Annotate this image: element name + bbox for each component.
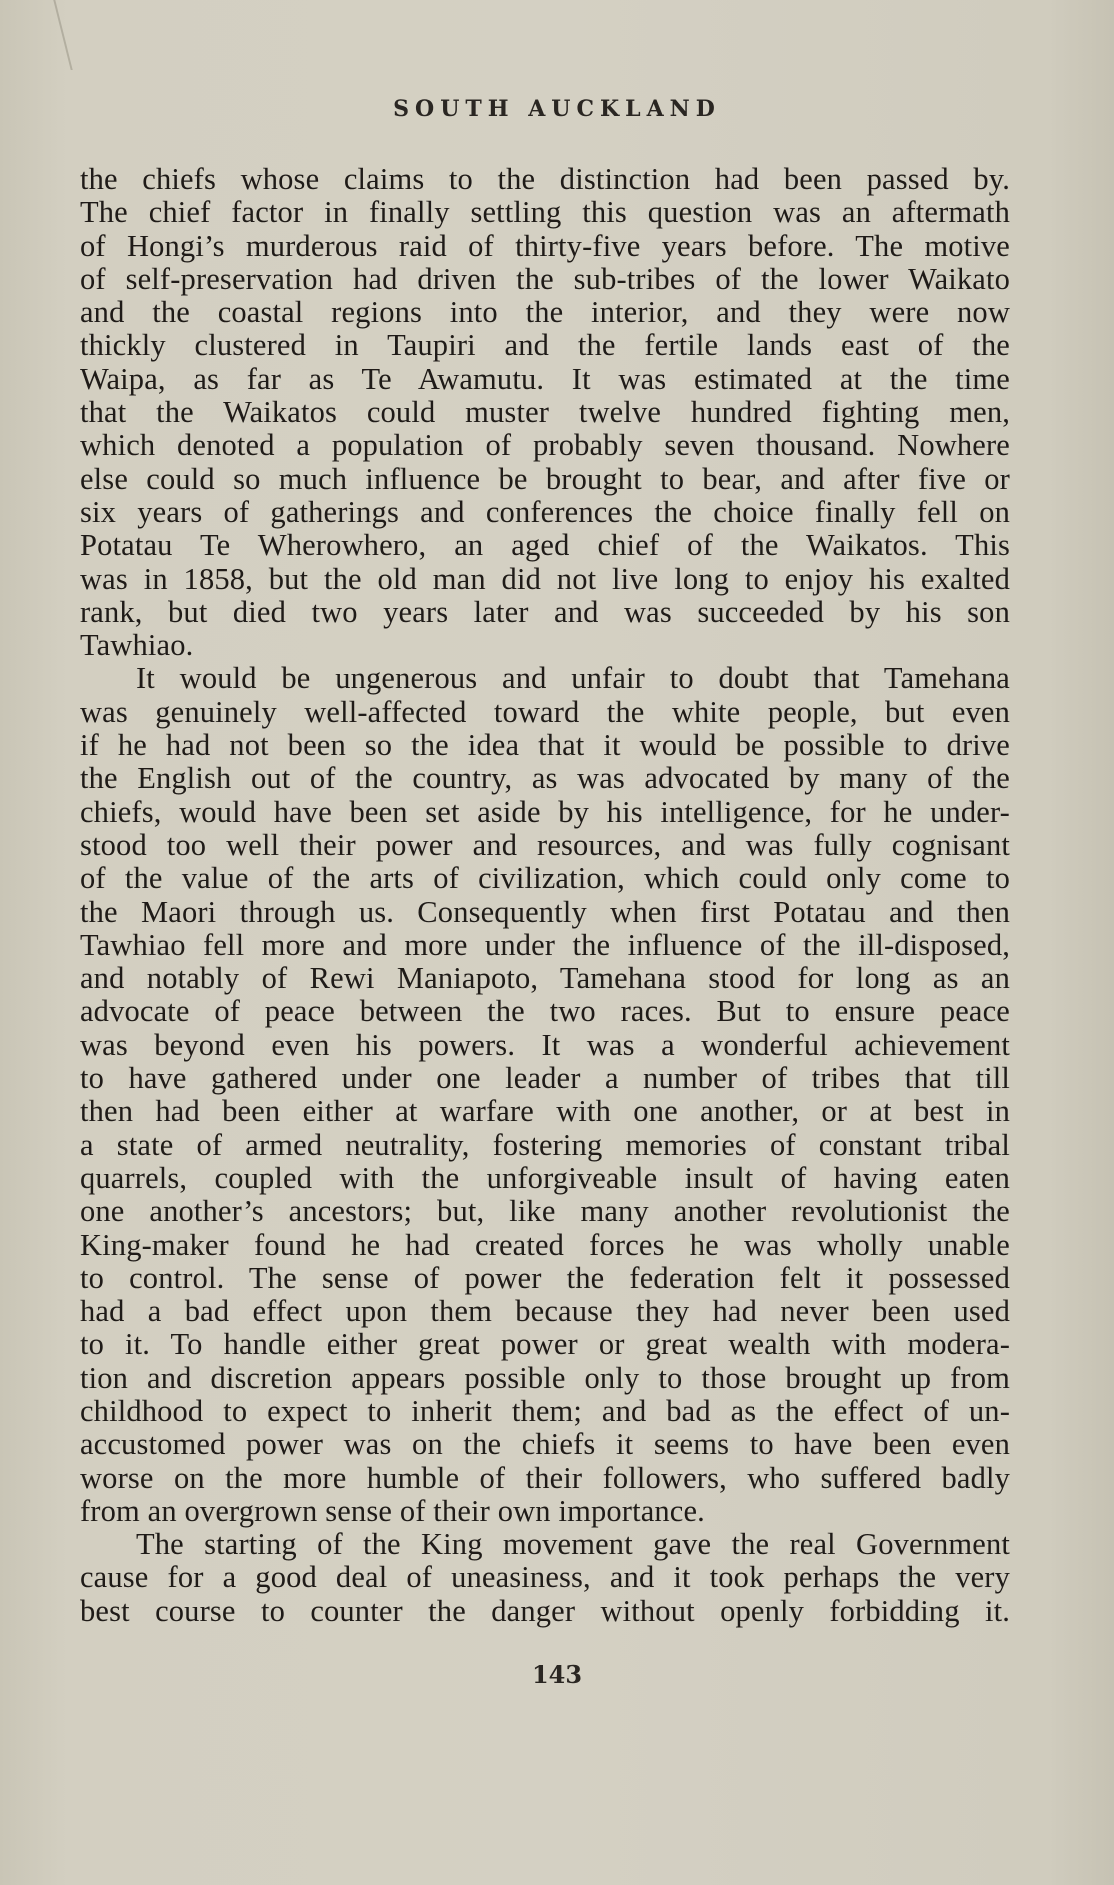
page-number: 143 xyxy=(531,1660,583,1689)
text-line: then had been either at warfare with one another, or at best in xyxy=(80,1094,1010,1129)
text-line: of Hongi’s murderous raid of thirty-five years before. The motive xyxy=(80,228,1010,263)
text-line: accustomed power was on the chiefs it seems to have been even xyxy=(80,1427,1010,1462)
text-line: the chiefs whose claims to the distinction had been passed by. xyxy=(80,162,1010,196)
text-line: of the value of the arts of civilization, which could only come to xyxy=(80,861,1010,896)
text-line: advocate of peace between the two races. But to ensure peace xyxy=(80,994,1010,1029)
text-line: and the coastal regions into the interior, and they were now xyxy=(80,295,1010,330)
text-line: else could so much influence be brought to bear, and after five or xyxy=(80,461,1010,496)
text-line: from an overgrown sense of their own importance. xyxy=(80,1493,705,1528)
text-line: one another’s ancestors; but, like many another revolutionist the xyxy=(80,1194,1010,1229)
text-line: to have gathered under one leader a number of tribes that till xyxy=(80,1061,1010,1096)
text-line: tion and discretion appears possible only to those brought up from xyxy=(80,1360,1010,1395)
text-line: six years of gatherings and conferences the choice finally fell on xyxy=(80,494,1010,529)
running-head: SOUTH AUCKLAND xyxy=(393,96,721,122)
text-line: that the Waikatos could muster twelve hundred fighting men, xyxy=(80,395,1010,430)
body-text xyxy=(80,163,1010,1628)
text-line: to control. The sense of power the federation felt it possessed xyxy=(80,1260,1010,1295)
text-line: was beyond even his powers. It was a wonderful achievement xyxy=(80,1027,1010,1062)
text-line: had a bad effect upon them because they had never been used xyxy=(80,1294,1010,1329)
text-line: Potatau Te Wherowhero, an aged chief of the Waikatos. This xyxy=(80,528,1010,563)
text-line: best course to counter the danger without openly forbidding it. xyxy=(80,1593,1010,1628)
text-line: The chief factor in finally settling this question was an aftermath xyxy=(80,195,1010,230)
text-line: Waipa, as far as Te Awamutu. It was estimated at the time xyxy=(80,361,1010,396)
text-line: childhood to expect to inherit them; and bad as the effect of un- xyxy=(80,1393,1010,1428)
text-line: worse on the more humble of their followers, who suffered badly xyxy=(80,1460,1010,1495)
text-line: Tawhiao. xyxy=(80,628,194,663)
text-line: which denoted a population of probably seven thousand. Nowhere xyxy=(80,428,1010,463)
text-line: stood too well their power and resources, and was fully cognisant xyxy=(80,827,1010,862)
paragraph xyxy=(80,163,1010,662)
text-line: The starting of the King movement gave the real Government xyxy=(136,1527,1010,1562)
text-line: and notably of Rewi Maniapoto, Tamehana stood for long as an xyxy=(80,961,1010,996)
text-line: the Maori through us. Consequently when first Potatau and then xyxy=(80,894,1010,929)
paragraph xyxy=(80,1528,1010,1628)
paragraph xyxy=(80,662,1010,1528)
text-line: It would be ungenerous and unfair to doubt that Tamehana xyxy=(136,661,1010,696)
text-line: was genuinely well-affected toward the white people, but even xyxy=(80,694,1010,729)
text-line: the English out of the country, as was advocated by many of the xyxy=(80,761,1010,796)
text-line: was in 1858, but the old man did not live long to enjoy his exalted xyxy=(80,561,1010,596)
page-crease xyxy=(53,0,94,70)
text-line: King-maker found he had created forces he was wholly unable xyxy=(80,1227,1010,1262)
text-line: if he had not been so the idea that it would be possible to drive xyxy=(80,728,1010,763)
text-line: to it. To handle either great power or great wealth with modera- xyxy=(80,1327,1010,1362)
text-line: of self-preservation had driven the sub-tribes of the lower Waikato xyxy=(80,261,1010,296)
text-line: chiefs, would have been set aside by his intelligence, for he under- xyxy=(80,794,1010,829)
text-line: Tawhiao fell more and more under the influence of the ill-disposed, xyxy=(80,927,1010,962)
text-line: a state of armed neutrality, fostering memories of constant tribal xyxy=(80,1127,1010,1162)
text-line: thickly clustered in Taupiri and the fertile lands east of the xyxy=(80,328,1010,363)
text-line: cause for a good deal of uneasiness, and it took perhaps the very xyxy=(80,1560,1010,1595)
text-line: rank, but died two years later and was succeeded by his son xyxy=(80,594,1010,629)
text-line: quarrels, coupled with the unforgiveable insult of having eaten xyxy=(80,1160,1010,1195)
